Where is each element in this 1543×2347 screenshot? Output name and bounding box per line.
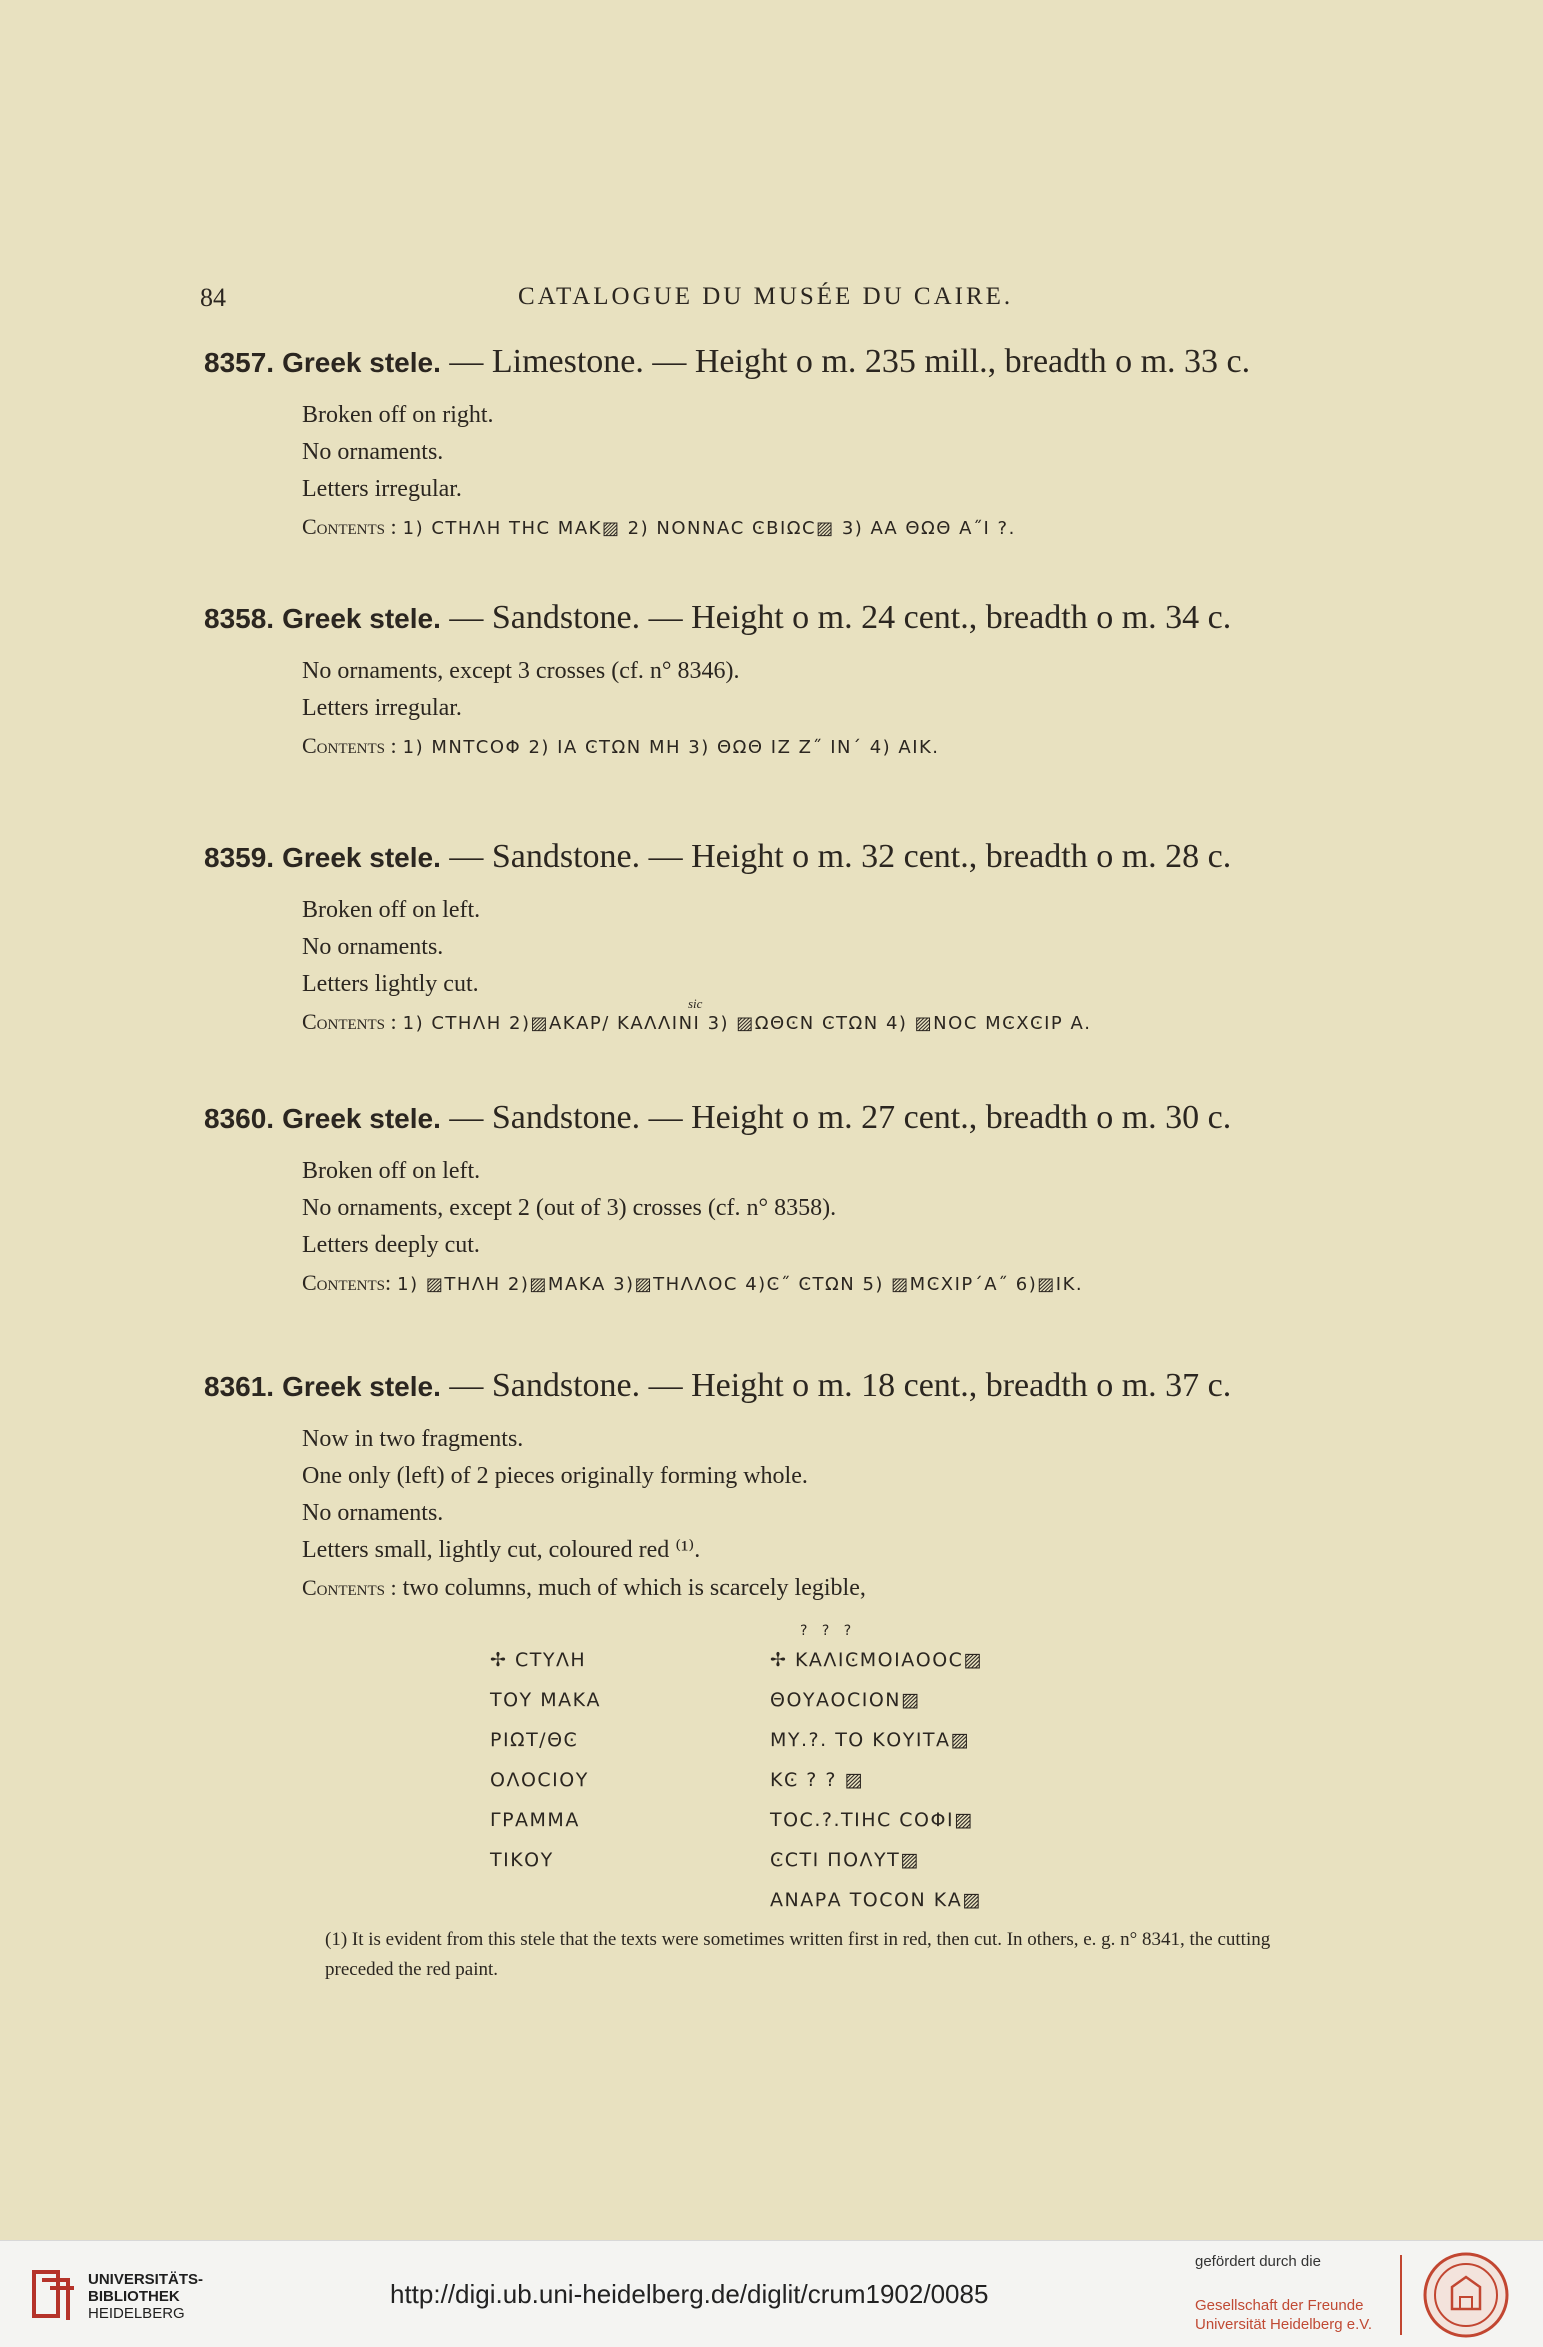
inscription-line: ΘΟΥΑΟϹΙΟΝ▨ <box>770 1689 921 1711</box>
entry-number: 8359. <box>204 842 275 873</box>
viewer-footer <box>0 2240 1543 2347</box>
entry-line: No ornaments. <box>302 934 444 960</box>
entry-kind: Greek stele. <box>282 603 441 634</box>
contents-label: Contents : <box>302 733 397 758</box>
contents-label: Contents : <box>302 1009 397 1034</box>
entry-8359 <box>204 835 1334 1042</box>
library-name <box>88 2271 203 2322</box>
entry-line: Broken off on left. <box>302 897 481 923</box>
entry-8360 <box>204 1096 1334 1303</box>
running-title: CATALOGUE DU MUSÉE DU CAIRE. <box>518 283 1014 310</box>
library-logo-icon <box>28 2266 76 2322</box>
sic-note: sic <box>688 996 703 1011</box>
page-number: 84 <box>200 283 226 312</box>
page-header <box>200 283 1330 323</box>
entry-spec: — Sandstone. — Height o m. 27 cent., breadth o m. 30 c. <box>449 1099 1232 1136</box>
entry-number: 8360. <box>204 1103 275 1134</box>
entry-line: Letters deeply cut. <box>302 1232 480 1258</box>
entry-8358 <box>204 596 1334 766</box>
entry-heading <box>204 1364 1334 1409</box>
contents-label: Contents: <box>302 1270 392 1295</box>
contents-text: 1) ϹΤΗΛΗ ΤΗϹ ΜΑΚ▨ 2) ΝΟΝΝΑϹ ϾΒΙΩϹ▨ 3) ΑΑ ΘΩΘ Α˝Ι ?. <box>402 518 1016 539</box>
inscription-line: ✢ ϹΤΥΛΗ <box>490 1649 587 1671</box>
library-name-line: UNIVERSITÄTS- <box>88 2271 204 2288</box>
entry-line: Broken off on right. <box>302 402 494 428</box>
inscription-right-column <box>770 1640 983 1920</box>
inscription-left-column <box>490 1640 601 1880</box>
entry-spec: — Limestone. — Height o m. 235 mill., breadth o m. 33 c. <box>449 343 1251 380</box>
entry-number: 8357. <box>204 347 275 378</box>
entry-kind: Greek stele. <box>282 1103 441 1134</box>
entry-heading <box>204 835 1334 880</box>
entry-contents <box>302 727 1334 766</box>
entry-line: Letters small, lightly cut, coloured red ⁽¹⁾. <box>302 1537 701 1563</box>
entry-line: One only (left) of 2 pieces originally forming whole. <box>302 1463 808 1489</box>
library-name-line: HEIDELBERG <box>88 2305 185 2322</box>
sponsor-name <box>1195 2296 1372 2334</box>
library-name-line: BIBLIOTHEK <box>88 2288 180 2305</box>
sponsor-name-line: Universität Heidelberg e.V. <box>1195 2316 1373 2333</box>
entry-line: Now in two fragments. <box>302 1426 524 1452</box>
entry-kind: Greek stele. <box>282 347 441 378</box>
entry-line: Letters lightly cut. <box>302 971 479 997</box>
entry-spec: — Sandstone. — Height o m. 24 cent., breadth o m. 34 c. <box>449 599 1232 636</box>
entry-spec: — Sandstone. — Height o m. 32 cent., breadth o m. 28 c. <box>449 838 1232 875</box>
inscription-line: ΚϾ ? ? ▨ <box>770 1769 864 1791</box>
inscription-line: ✢ ΚΑΛΙϾΜΟΙΑΟΟϹ▨ <box>770 1649 983 1671</box>
contents-label: Contents : <box>302 1575 397 1600</box>
university-seal-icon <box>1422 2251 1510 2339</box>
inscription-line: ΜΥ.?. ΤΟ ΚΟΥΙΤΑ▨ <box>770 1729 970 1751</box>
contents-text: 1) ΜΝΤϹΟΦ 2) ΙΑ ϾΤΩΝ ΜΗ 3) ΘΩΘ ΙΖ Ζ˝ ΙΝ´ 4) ΑΙΚ. <box>402 737 940 758</box>
entry-contents <box>302 1569 1334 1607</box>
inscription-line: ΤΙΚΟΥ <box>490 1849 554 1871</box>
entry-number: 8361. <box>204 1371 275 1402</box>
entry-8357 <box>204 340 1334 547</box>
contents-text: 1) ϹΤΗΛΗ 2)▨ΑΚΑΡ/ ΚΑΛΛΙΝΙ 3) ▨ΩΘϾΝ ϾΤΩΝ 4) ▨ΝΟϹ ΜϾΧϾΙΡ Α. <box>402 1013 1092 1034</box>
entry-heading <box>204 1096 1334 1141</box>
entry-spec: — Sandstone. — Height o m. 18 cent., breadth o m. 37 c. <box>449 1367 1232 1404</box>
contents-label: Contents : <box>302 514 397 539</box>
sponsor-name-line: Gesellschaft der Freunde <box>1195 2297 1364 2314</box>
entry-heading <box>204 596 1334 641</box>
sponsor-label: gefördert durch die <box>1195 2253 1321 2270</box>
entry-body <box>302 892 1334 1042</box>
entry-body <box>302 1421 1334 1607</box>
inscription-line: ΑΝΑΡΑ ΤΟϹΟΝ ΚΑ▨ <box>770 1889 982 1911</box>
permalink-url[interactable]: http://digi.ub.uni-heidelberg.de/diglit/crum1902/0085 <box>390 2279 989 2309</box>
entry-line: Letters irregular. <box>302 476 462 502</box>
inscription-line: ϾϹΤΙ ΠΟΛΥΤ▨ <box>770 1849 920 1871</box>
entry-heading <box>204 340 1334 385</box>
entry-8361 <box>204 1364 1334 1607</box>
footnote: (1) It is evident from this stele that the texts were sometimes written first in red, then cut. In others, e. g. n° 8341, the cutting preceded the red paint. <box>325 1929 1271 1980</box>
entry-body <box>302 653 1334 766</box>
entry-body <box>302 397 1334 547</box>
inscription-line: ΟΛΟϹΙΟΥ <box>490 1769 589 1791</box>
entry-line: No ornaments. <box>302 439 444 465</box>
entry-line: No ornaments. <box>302 1500 444 1526</box>
entry-body <box>302 1153 1334 1303</box>
entry-kind: Greek stele. <box>282 1371 441 1402</box>
entry-kind: Greek stele. <box>282 842 441 873</box>
inscription-question-marks: ? ? ? <box>800 1623 857 1639</box>
inscription-line: ΤΟΥ ΜΑΚΑ <box>490 1689 602 1711</box>
entry-line: Letters irregular. <box>302 695 462 721</box>
contents-text: 1) ▨ΤΗΛΗ 2)▨ΜΑΚΑ 3)▨ΤΗΛΛΟϹ 4)Ͼ˝ ϾΤΩΝ 5) ▨ΜϾΧΙΡ´Α˝ 6)▨ΙΚ. <box>397 1274 1084 1295</box>
entry-contents <box>302 508 1334 547</box>
entry-line: No ornaments, except 2 (out of 3) crosses (cf. n° 8358). <box>302 1195 837 1221</box>
contents-text: two columns, much of which is scarcely legible, <box>402 1575 866 1601</box>
entry-contents <box>302 996 1334 1042</box>
entry-line: Broken off on left. <box>302 1158 481 1184</box>
inscription-line: ΓΡΑΜΜΑ <box>490 1809 580 1831</box>
entry-contents <box>302 1264 1334 1303</box>
entry-line: No ornaments, except 3 crosses (cf. n° 8346). <box>302 658 740 684</box>
entry-number: 8358. <box>204 603 275 634</box>
inscription-line: ΤΟϹ.?.ΤΙΗϹ ϹΟΦΙ▨ <box>770 1809 974 1831</box>
footer-divider <box>1400 2255 1402 2335</box>
inscription-line: ΡΙΩΤ/ΘϾ <box>490 1729 579 1751</box>
